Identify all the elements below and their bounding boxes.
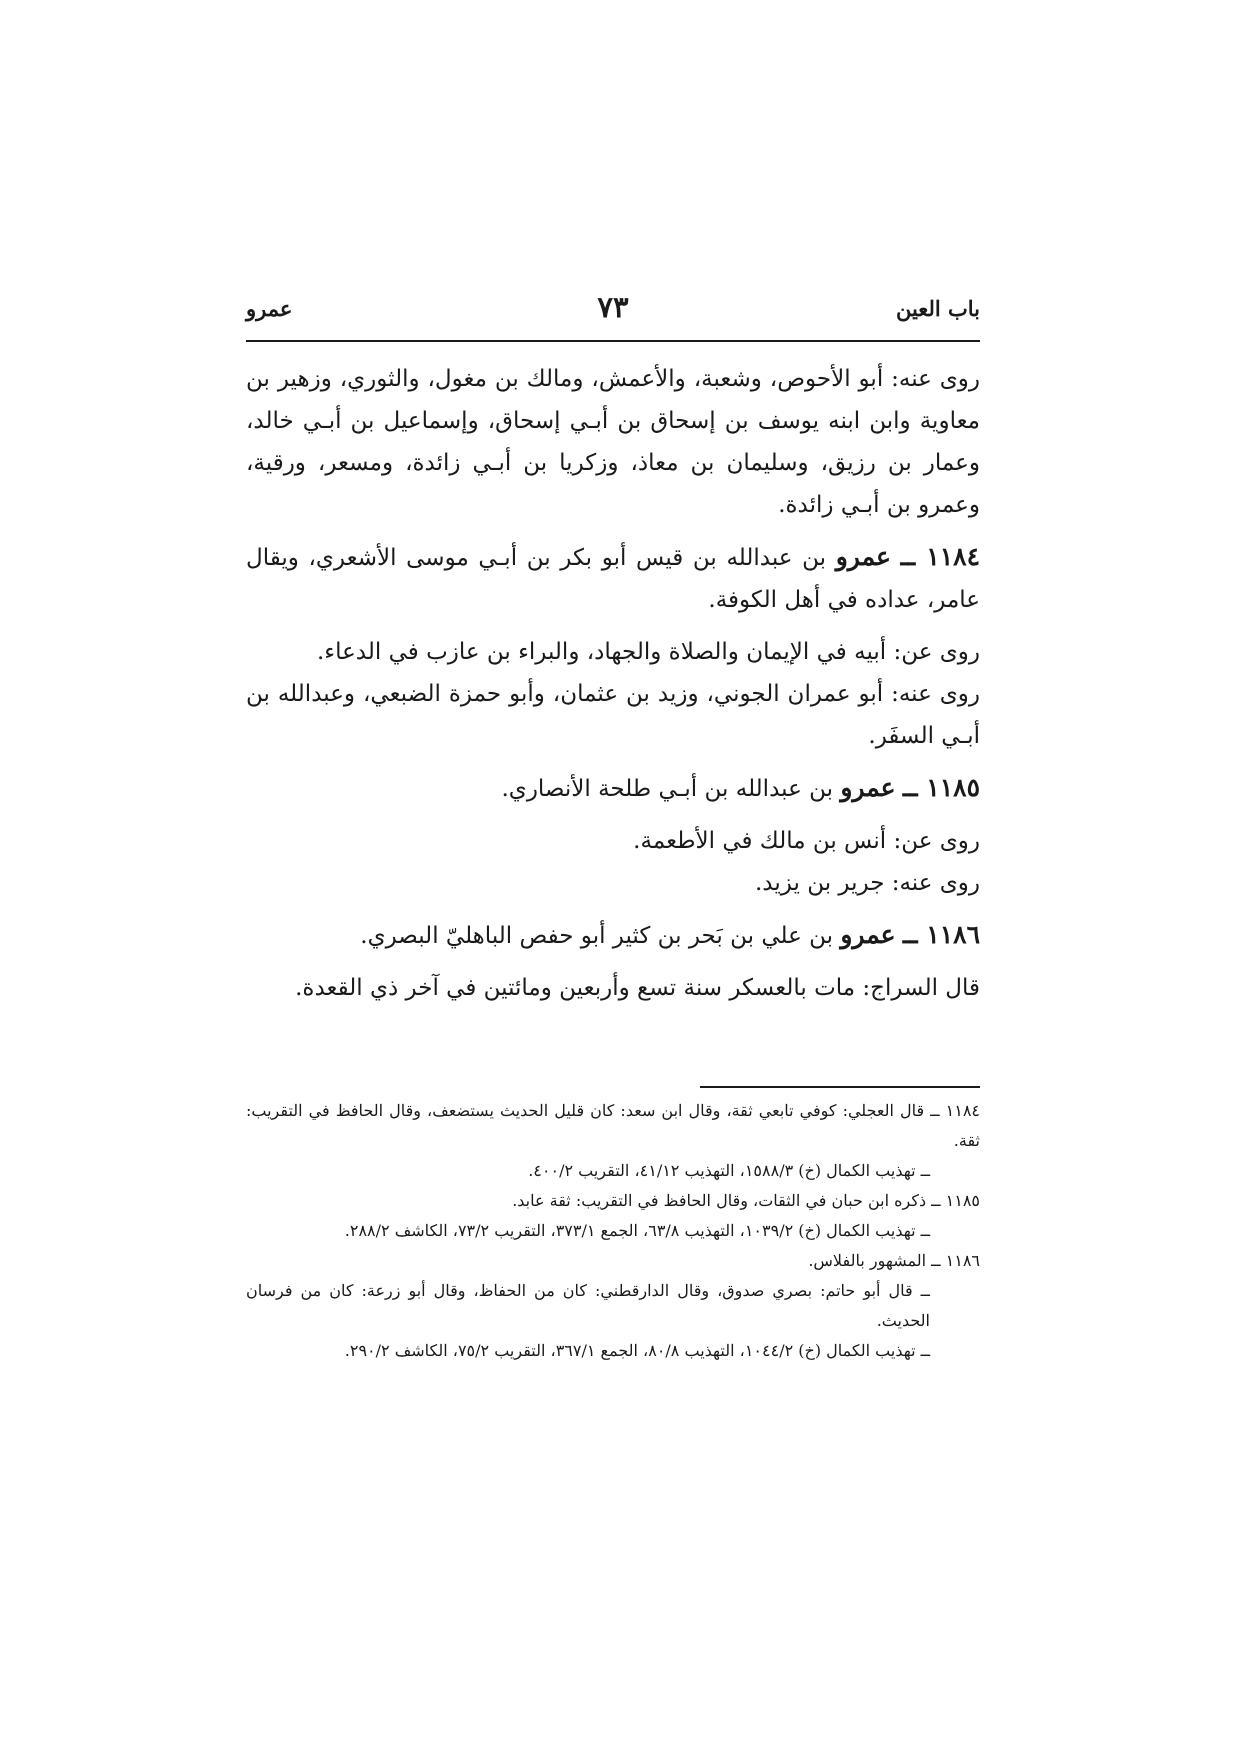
- footnote-divider: [700, 1086, 980, 1088]
- footnote: ١١٨٦ ــ المشهور بالفلاس.: [808, 1251, 980, 1270]
- footnote: ١١٨٤ ــ قال العجلي: كوفي تابعي ثقة، وقال ابن سعد: كان قليل الحديث يستضعف، وقال الحافظ في التقريب: ثقة.: [246, 1101, 980, 1150]
- narrated-from-paragraph: روى عن: أبيه في الإيمان والصلاة والجهاد، والبراء بن عازب في الدعاء.: [316, 639, 980, 665]
- footnote: ــ قال أبو حاتم: بصري صدوق، وقال الدارقطني: كان من الحفاظ، وقال أبو زرعة: كان من فرسان الحديث.: [246, 1281, 930, 1330]
- footnote: ــ تهذيب الكمال (خ) ١٠٤٤/٢، التهذيب ٨٠/٨، الجمع ٣٦٧/١، التقريب ٧٥/٢، الكاشف ٢٩٠/٢.: [344, 1341, 930, 1360]
- footnote: ١١٨٥ ــ ذكره ابن حبان في الثقات، وقال الحافظ في التقريب: ثقة عابد.: [512, 1191, 980, 1210]
- death-note-paragraph: قال السراج: مات بالعسكر سنة تسع وأربعين ومائتين في آخر ذي القعدة.: [295, 975, 980, 1001]
- entry-name: عمرو: [835, 542, 891, 571]
- narrators-paragraph: روى عنه: أبو عمران الجوني، وزيد بن عثمان، وأبو حمزة الضبعي، وعبدالله بن أبـي السفَر.: [246, 681, 980, 749]
- entry-text: بن عبدالله بن أبـي طلحة الأنصاري.: [501, 776, 834, 802]
- narrated-from-paragraph: روى عن: أنس بن مالك في الأطعمة.: [633, 828, 980, 854]
- entry-1186: [246, 914, 980, 957]
- footnote: ــ تهذيب الكمال (خ) ١٠٣٩/٢، التهذيب ٦٣/٨، الجمع ٣٧٣/١، التقريب ٧٣/٢، الكاشف ٢٨٨/٢.: [344, 1221, 930, 1240]
- narrators-paragraph: روى عنه: جرير بن يزيد.: [755, 870, 980, 896]
- entry-heading: عمرو: [246, 296, 293, 321]
- entry-number: ١١٨٦ ــ: [902, 920, 980, 949]
- entry-text: بن علي بن بَحر بن كثير أبو حفص الباهليّ البصري.: [360, 923, 834, 949]
- entry-name: عمرو: [840, 920, 896, 949]
- entry-text: بن عبدالله بن قيس أبو بكر بن أبـي موسى الأشعري، ويقال عامر، عداده في أهل الكوفة.: [246, 545, 980, 613]
- chapter-title: باب العين: [895, 296, 980, 321]
- footnotes: [246, 1096, 980, 1366]
- footnote: ــ تهذيب الكمال (خ) ١٥٨٨/٣، التهذيب ٤١/١٢، التقريب ٤٠٠/٢.: [528, 1161, 930, 1180]
- page-number: ٧٣: [597, 290, 629, 324]
- entry-number: ١١٨٤ ــ: [900, 542, 981, 571]
- main-text: [246, 358, 980, 1009]
- entry-name: عمرو: [840, 773, 896, 802]
- running-header: [246, 290, 980, 336]
- entry-1184: [246, 536, 980, 621]
- narrators-paragraph: روى عنه: أبو الأحوص، وشعبة، والأعمش، ومالك بن مغول، والثوري، وزهير بن معاوية وابن ابنه يوسف بن إسحاق بن أبـي إسحاق، وإسماعيل بن أبـي خالد، وعمار بن رزيق، وسليمان بن معاذ، وزكريا بن أبـي زائدة، ومسعر، ورقية، وعمرو بن أبـي زائدة.: [246, 366, 980, 518]
- header-divider: [246, 340, 980, 342]
- entry-1185: [246, 767, 980, 810]
- entry-number: ١١٨٥ ــ: [902, 773, 980, 802]
